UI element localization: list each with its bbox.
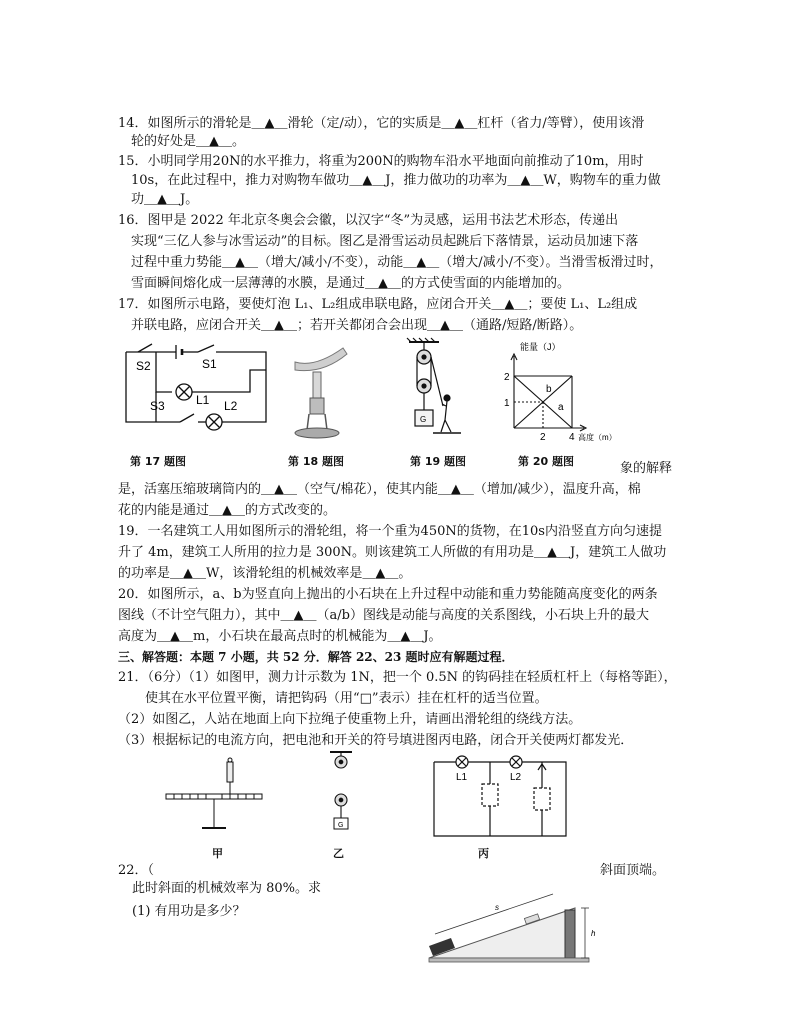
q19-line3: 的功率是＿▲＿W，该滑轮组的机械效率是＿▲＿。	[118, 566, 412, 581]
fig19-pulley	[395, 340, 465, 445]
caption-fig17: 第 17 题图	[130, 455, 186, 468]
section3-heading: 三、解答题：本题 7 小题，共 52 分．解答 22、23 题时应有解题过程．	[118, 650, 514, 664]
q15-line2: 10s，在此过程中，推力对购物车做功＿▲＿J，推力做功的功率为＿▲＿W，购物车的重力做	[131, 173, 661, 188]
fig21-weight-label: G	[338, 822, 344, 829]
q16-line3: 过程中重力势能＿▲＿（增大/减小/不变），动能＿▲＿（增大/减小/不变）。当滑雪板滑过时，	[131, 255, 663, 270]
fig22-label-s: s	[495, 903, 499, 912]
q21-line4: （3）根据标记的电流方向，把电池和开关的符号填进图丙电路，闭合开关使两灯都发光．	[118, 733, 634, 748]
q17-line1: 17．如图所示电路，要使灯泡 L₁、L₂组成串联电路，应闭合开关＿▲＿；要使 L₁、L₂组成	[118, 297, 638, 312]
caption-bing: 丙	[478, 847, 489, 860]
fig21-label-l2: L2	[510, 772, 522, 783]
caption-fig20: 第 20 题图	[518, 455, 574, 468]
q15-line3: 功＿▲＿J。	[131, 192, 199, 207]
q21-line3: （2）如图乙，人站在地面上向下拉绳子使重物上升，请画出滑轮组的绕线方法。	[118, 712, 582, 727]
fig17-label-s3: S3	[150, 399, 165, 413]
fig17-label-l1: L1	[196, 393, 210, 407]
q18-line2: 是，活塞压缩玻璃筒内的＿▲＿（空气/棉花），使其内能＿▲＿（增加/减少），温度升高，棉	[118, 482, 641, 497]
fig20-xlabel: 高度（m）	[578, 433, 617, 442]
fig22-label-h: h	[591, 929, 596, 938]
q22-line3: (1) 有用功是多少？	[132, 904, 246, 919]
q21-line1: 21．（6分）（1）如图甲，测力计示数为 1N，把一个 0.5N 的钩码挂在轻质杠杆上（每格等距），	[118, 670, 677, 685]
caption-yi: 乙	[333, 847, 344, 860]
q20-line2: 图线（不计空气阻力），其中＿▲＿（a/b）图线是动能与高度的关系图线，小石块上升的最大	[118, 608, 649, 623]
q21-line2: 使其在水平位置平衡，请把钩码（用“□”表示）挂在杠杆的适当位置。	[145, 691, 548, 706]
fig17-label-s2: S2	[136, 359, 151, 373]
caption-fig18: 第 18 题图	[288, 455, 344, 468]
fig20-ytick-2: 2	[504, 372, 510, 383]
fig20-energy-chart	[492, 340, 622, 445]
fig20-label-b: b	[546, 384, 552, 395]
q14-line2: 轮的好处是＿▲＿。	[131, 134, 245, 149]
q22-line1-end: 斜面顶端。	[600, 863, 666, 878]
q18-line1-tail: 象的解释	[620, 461, 673, 476]
fig19-weight-label: G	[420, 415, 427, 424]
caption-fig19: 第 19 题图	[410, 455, 466, 468]
fig21-pulley	[318, 748, 368, 838]
q20-line3: 高度为＿▲＿m，小石块在最高点时的机械能为＿▲＿J。	[118, 629, 442, 644]
fig17-label-l2: L2	[224, 399, 238, 413]
q19-line2: 升了 4m，建筑工人所用的拉力是 300N。则该建筑工人所做的有用功是＿▲＿J，建筑工人做功	[118, 545, 667, 560]
q22-line2: 此时斜面的机械效率为 80%。求	[132, 881, 322, 896]
fig20-ytick-1: 1	[504, 398, 510, 409]
fig20-ylabel: 能量（J）	[520, 342, 561, 352]
fig21-lever	[160, 758, 270, 833]
q18-line3: 花的内能是通过＿▲＿的方式改变的。	[118, 503, 336, 518]
fig20-xtick-4: 4	[569, 432, 575, 443]
fig21-label-l1: L1	[456, 772, 468, 783]
fig17-circuit	[120, 340, 280, 440]
q22-line1-start: 22．（	[118, 863, 155, 878]
q19-line1: 19．一名建筑工人用如图所示的滑轮组，将一个重为450N的货物，在10s内沿竖直方向匀速提	[118, 524, 662, 539]
fig22-incline	[425, 888, 610, 968]
q16-line1: 16．图甲是 2022 年北京冬奥会会徽，以汉字“冬”为灵感，运用书法艺术形态，传递出	[118, 213, 619, 228]
q17-line2: 并联电路，应闭合开关＿▲＿；若开关都闭合会出现＿▲＿（通路/短路/断路）。	[131, 318, 583, 333]
fig20-xtick-2: 2	[540, 432, 546, 443]
caption-jia: 甲	[212, 847, 223, 860]
q16-line4: 雪面瞬间熔化成一层薄薄的水膜，是通过＿▲＿的方式使雪面的内能增加的。	[131, 276, 570, 291]
q15-line1: 15．小明同学用20N的水平推力，将重为200N的购物车沿水平地面向前推动了10m，用时	[118, 154, 644, 169]
q16-line2: 实现“三亿人参与冰雪运动”的目标。图乙是滑雪运动员起跳后下落情景，运动员加速下落	[131, 234, 639, 249]
q20-line1: 20．如图所示，a、b为竖直向上抛出的小石块在上升过程中动能和重力势能随高度变化的两条	[118, 587, 658, 602]
fig17-label-s1: S1	[202, 357, 217, 371]
fig21-circuit	[430, 758, 570, 840]
fig20-label-a: a	[558, 402, 564, 413]
fig18-apparatus	[285, 340, 355, 445]
q14-line1: 14．如图所示的滑轮是＿▲＿滑轮（定/动），它的实质是＿▲＿杠杆（省力/等臂），使用该滑	[118, 116, 645, 131]
